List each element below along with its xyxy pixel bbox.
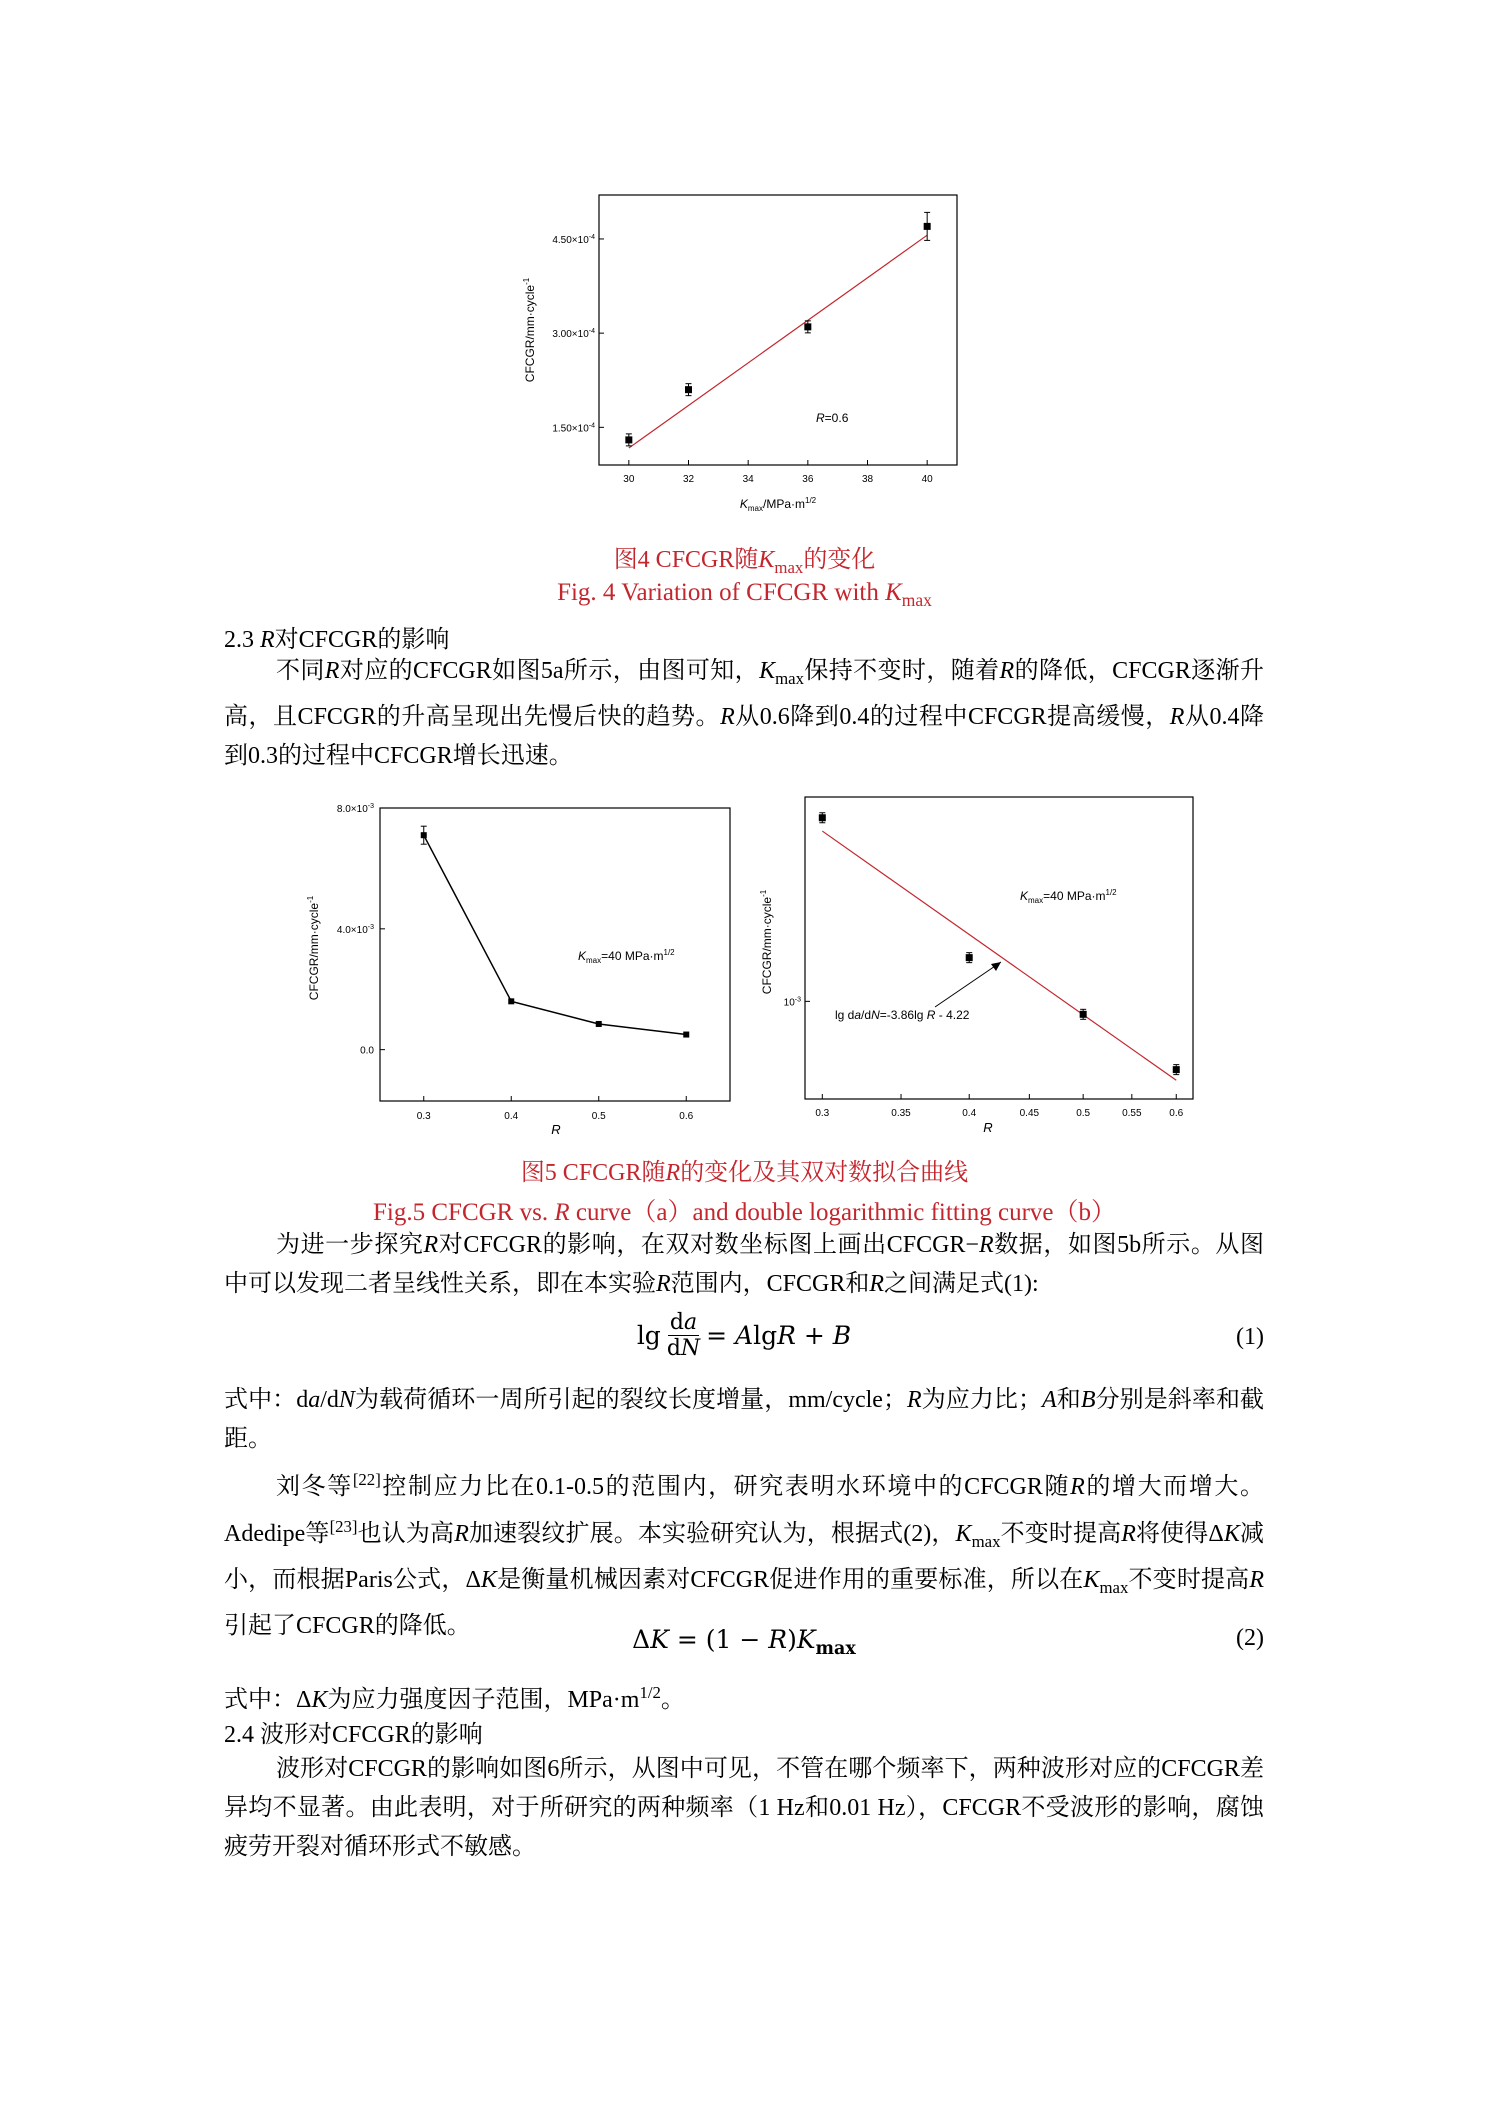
- x-axis-label: R: [983, 1120, 993, 1135]
- x-tick-label: 0.35: [891, 1108, 911, 1119]
- x-axis-label: R: [551, 1122, 561, 1137]
- y-axis-label: CFCGR/mm·cycle$^{-1}$: [759, 889, 774, 995]
- data-point: [804, 323, 811, 330]
- data-point: [819, 814, 826, 821]
- data-point: [966, 954, 973, 961]
- x-tick-label: 0.45: [1019, 1108, 1040, 1119]
- x-tick-label: 30: [623, 474, 635, 485]
- figure-5b-chart: [755, 792, 1195, 1138]
- x-tick-label: 40: [921, 474, 933, 485]
- data-point: [1173, 1066, 1180, 1073]
- y-axis-label: CFCGR/mm·cycle$^{-1}$: [306, 895, 321, 1001]
- fit-line: [822, 831, 1176, 1080]
- y-tick-label: $4.0\times 10^{-3}$: [336, 923, 374, 936]
- y-tick-label: $8.0\times 10^{-3}$: [336, 803, 374, 815]
- x-tick-label: 0.5: [1076, 1108, 1091, 1119]
- paragraph-loglog-intro: 为进一步探究R对CFCGR的影响，在双对数坐标图上画出CFCGR−R数据，如图5b所示。从图中可以发现二者呈线性关系，即在本实验R范围内，CFCGR和R之间满足式(1):: [224, 1232, 1264, 1297]
- paragraph-delta-k: 式中：ΔK为应力强度因子范围，$MPa\cdot m^{1/2}$。: [224, 1683, 685, 1713]
- x-tick-label: 0.3: [815, 1108, 830, 1119]
- x-tick-label: 34: [742, 474, 754, 485]
- figure-4-caption-cn: 图4 CFCGR随$K_{max}$的变化: [613, 547, 876, 577]
- paragraph-discussion: 刘冬等[22]控制应力比在0.1-0.5的范围内，研究表明水环境中的CFCGR随R的增大而增大。Adedipe等[23]也认为高R加速裂纹扩展。本实验研究认为，根据式(2)，$K_{max}$不变时提高R将使得ΔK减小，而根据Paris公式，ΔK是衡量机械因素对CFCGR促进作用的重要标准，所以在$K_{max}$不变时提高R引起了CFCGR的降低。: [224, 1470, 1265, 1639]
- x-tick-label: 0.55: [1122, 1108, 1142, 1119]
- data-point: [625, 436, 632, 443]
- data-point: [508, 998, 514, 1004]
- equation-2-number: (2): [1236, 1625, 1264, 1651]
- y-tick-label: $10^{-3}$: [783, 996, 801, 1009]
- data-point: [421, 832, 427, 838]
- data-point: [924, 223, 931, 230]
- data-point: [685, 386, 692, 393]
- fit-line: [629, 235, 927, 448]
- plot-frame: [805, 797, 1193, 1099]
- plot-frame: [599, 195, 957, 465]
- x-tick-label: 36: [802, 474, 814, 485]
- figure-4-caption-en: Fig. 4 Variation of CFCGR with $K_{max}$: [557, 579, 932, 610]
- equation-1: lg $\frac{da}{dN}$ = AlgR + B (1): [636, 1310, 1264, 1361]
- figure-5-caption-en: Fig.5 CFCGR vs. R curve（a）and double logarithmic fitting curve（b）: [373, 1199, 1116, 1226]
- figure-5a-chart: [300, 798, 740, 1138]
- equation-1-number: (1): [1236, 1324, 1264, 1350]
- figure-5-caption-cn: 图5 CFCGR随R的变化及其双对数拟合曲线: [520, 1160, 969, 1186]
- data-point: [683, 1032, 689, 1038]
- x-tick-label: 0.4: [962, 1108, 977, 1119]
- y-tick-label: $4.50\times 10^{-4}$: [552, 233, 595, 246]
- x-tick-label: 0.6: [1169, 1108, 1184, 1119]
- kmax-annotation: $K_{max}=40$ $MPa\cdot m^{1/2}$: [578, 948, 675, 965]
- section-2-4-paragraph: 波形对CFCGR的影响如图6所示，从图中可见，不管在哪个频率下，两种波形对应的CFCGR差异均不显著。由此表明，对于所研究的两种频率（1 Hz和0.01 Hz），CFCGR不受波形的影响，腐蚀疲劳开裂对循环形式不敏感。: [224, 1756, 1264, 1860]
- x-axis-label: $K_{max}/MPa\cdot m^{1/2}$: [739, 496, 817, 513]
- annotation-arrowhead: [991, 962, 1001, 971]
- x-tick-label: 0.6: [679, 1111, 694, 1122]
- r-annotation: R=0.6: [816, 411, 849, 425]
- annotation-arrow: [935, 962, 1001, 1007]
- y-axis-label: CFCGR/mm·cycle$^{-1}$: [522, 277, 537, 383]
- equation-2: $\Delta K = (1 - R)K_{max}$ (2): [632, 1625, 1264, 1659]
- y-tick-label: 0.0: [360, 1045, 374, 1057]
- x-tick-label: 38: [861, 474, 874, 485]
- data-point: [1080, 1011, 1087, 1018]
- y-tick-label: $3.00\times 10^{-4}$: [552, 328, 595, 341]
- x-tick-label: 0.4: [504, 1111, 519, 1122]
- x-tick-label: 0.5: [591, 1111, 606, 1122]
- y-tick-label: $1.50\times 10^{-4}$: [552, 422, 595, 435]
- paragraph-variables: 式中：da/dN为载荷循环一周所引起的裂纹长度增量，mm/cycle；R为应力比；A和B分别是斜率和截距。: [224, 1387, 1265, 1452]
- data-point: [596, 1021, 602, 1027]
- series-line: [424, 835, 687, 1034]
- x-tick-label: 0.3: [416, 1111, 431, 1122]
- section-2-3-paragraph: 不同R对应的CFCGR如图5a所示，由图可知，$K_{max}$保持不变时，随着R的降低，CFCGR逐渐升高，且CFCGR的升高呈现出先慢后快的趋势。R从0.6降到0.4的过程中CFCGR提高缓慢，R从0.4降到0.3的过程中CFCGR增长迅速。: [224, 658, 1265, 769]
- fit-equation-label: lg da/dN=-3.86lg R - 4.22: [835, 1008, 970, 1022]
- x-tick-label: 32: [682, 474, 695, 485]
- figure-4-chart: [520, 190, 970, 515]
- kmax-annotation: $K_{max}=40$ $MPa\cdot m^{1/2}$: [1020, 888, 1117, 905]
- section-heading-2-4: 2.4 波形对CFCGR的影响: [224, 1722, 483, 1748]
- section-heading-2-3: 2.3 R对CFCGR的影响: [224, 627, 450, 653]
